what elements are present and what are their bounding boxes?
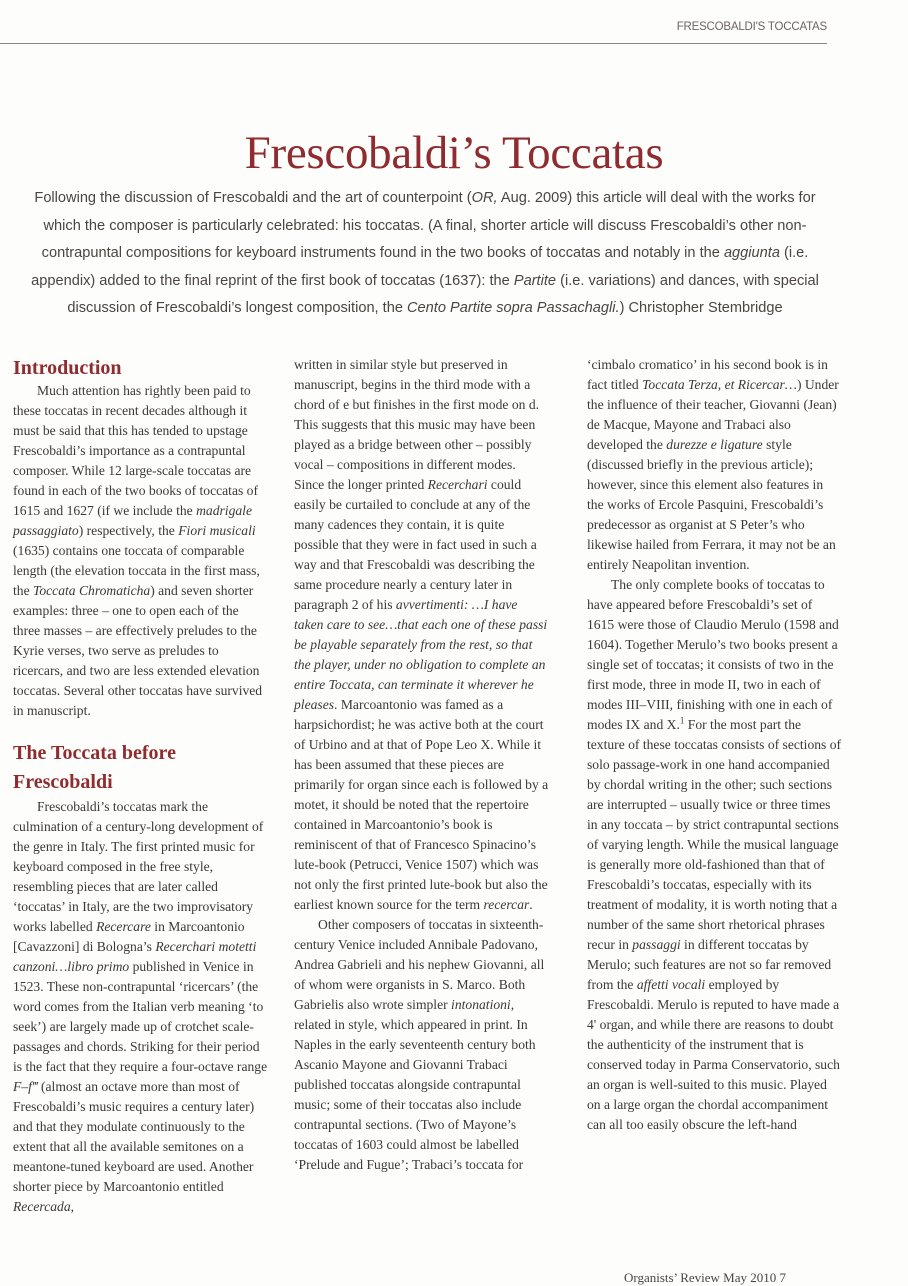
body-text: style (discussed briefly in the previous article); however, since this element also features in the works of Ercole Pasquini, Frescobaldi’s predecessor as organist at S Peter’s who likewise hailed from Ferrara, it may not be an entirely Neapolitan invention. [587,437,836,572]
header-rule [0,43,827,44]
standfirst-text: Following the discussion of Frescobaldi and the art of counterpoint ( [34,190,472,206]
paragraph-introduction [13,381,268,721]
standfirst-em: aggiunta [723,245,780,261]
footnote-ref: 1 [679,715,685,726]
body-text: in Marcoantonio [Cavazzoni] di Bologna’s [13,919,245,954]
standfirst-text: Aug. 2009) this article will deal with the works for which the composer is particularly celebrated: his toccatas. (A final, shorter article will discuss Frescobaldi’s other non-contrapuntal compositions for keyboard instruments found in the two books of toccatas and notably in the [41,190,816,261]
standfirst-text: (i.e. appendix) added to the final reprint of the first book of toccatas (1637): the [31,245,809,289]
body-text: (almost an octave more than most of Frescobaldi’s music requires a century later) and that they modulate continuously to the extent that all the available semitones on a meantone-tuned keyboard are used. Another shorter piece by Marcoantonio entitled [13,1079,255,1194]
section-heading-toccata-before: The Toccata before Frescobaldi [13,742,176,793]
standfirst-text: (i.e. variations) and dances, with special discussion of Frescobaldi’s longest composition, the [67,272,819,316]
body-text: ‘cimbalo cromatico’ in his second book is in fact titled [587,357,828,392]
standfirst-byline: ) Christopher Stembridge [619,300,783,316]
italic-text: affetti vocali [636,977,706,992]
page-footer: Organists’ Review May 2010 7 [624,1270,786,1285]
standfirst-em: Cento Partite sopra Passachagli. [407,300,620,316]
italic-text: madrigale passaggiato [13,503,252,538]
italic-text: Recerchari motetti canzoni…libro primo [13,939,257,974]
body-text: , [70,1199,75,1214]
standfirst-em: Partite [513,272,557,289]
body-text: , related in style, which appeared in print. In Naples in the early seventeenth century both Ascanio Mayone and Giovanni Trabaci published toccatas alongside contrapuntal music; some of their toccatas also include contrapuntal sections. (Two of Mayone’s toccatas of 1603 could almost be labelled ‘Prelude and Fugue’; Trabaci’s toccata for [294,997,536,1172]
body-text: . [529,897,533,912]
paragraph-continued [294,355,549,915]
italic-text: F–f‴ [13,1079,38,1094]
body-text: ) respectively, the [78,523,179,538]
italic-text: Fiori musicali [178,523,256,538]
standfirst [14,185,836,323]
italic-text: intonationi [451,997,511,1012]
paragraph-other-composers [294,915,549,1175]
section-heading-introduction: Introduction [13,357,122,379]
italic-text: Recercada [13,1199,71,1214]
italic-text: recercar [483,897,530,912]
italic-text: avvertimenti: …I have taken care to see…that each one of these passi be playable separately from the rest, so that the player, under no obligation to complete an entire Toccata, can terminate it wherever he pleases [294,597,548,712]
standfirst-em: OR, [471,190,498,206]
paragraph-continued [587,355,842,575]
body-text: Frescobaldi’s toccatas mark the culmination of a century-long development of the genre in Italy. The first printed music for keyboard composed in the free style, resembling pieces that are later called ‘toccatas’ in Italy, are the two improvisatory works labelled [13,799,264,934]
paragraph-merulo [587,575,842,1135]
body-text: written in similar style but preserved in manuscript, begins in the third mode with a chord of e but finishes in the first mode on d. This suggests that this music may have been played as a bridge between other – possibly vocal – compositions in different modes. Since the longer printed [294,357,540,492]
body-text: (1635) contains one toccata of comparable length (the elevation toccata in the first mass, the [13,543,260,598]
italic-text: Toccata Chromaticha [33,583,151,598]
body-text: Other composers of toccatas in sixteenth-century Venice included Annibale Padovano, Andrea Gabrieli and his nephew Giovanni, all of whom were organists in S. Marco. Both Gabrielis also wrote simpler [294,917,545,1012]
article-title: Frescobaldi’s Toccatas [244,127,664,179]
italic-text: Recerchari [427,477,488,492]
body-text: ) Under the influence of their teacher, Giovanni (Jean) de Macque, Mayone and Trabaci also developed the [587,377,839,452]
italic-text: Toccata Terza, et Ricercar… [642,377,797,392]
body-text: ) and seven shorter examples: three – one to open each of the three masses – are effectively preludes to the Kyrie verses, two serve as preludes to ricercars, and two are less extended elevation toccatas. Several other toccatas have survived in manuscript. [13,583,263,718]
italic-text: Recercare [96,919,151,934]
body-text: published in Venice in 1523. These non-contrapuntal ‘ricercars’ (the word comes from the Italian verb meaning ‘to seek’) are largely made up of crotchet scale-passages and chords. Striking for their period is the fact that they require a four-octave range [13,959,268,1074]
column-2 [294,355,549,1175]
column-3 [587,355,842,1135]
column-1 [13,355,268,1217]
italic-text: passaggi [632,937,681,952]
body-text: employed by Frescobaldi. Merulo is reputed to have made a 4' organ, and while there are reasons to doubt the authenticity of the instrument that is conserved today in Parma Conservatorio, such an organ is well-suited to this music. Played on a large organ the chordal accompaniment can all too easily obscure the left-hand [587,977,840,1132]
body-text: The only complete books of toccatas to have appeared before Frescobaldi’s set of 1615 were those of Claudio Merulo (1598 and 1604). Together Merulo’s two books present a single set of toccatas; it consists of two in the first mode, three in mode II, two in each of modes III–VIII, finishing with one in each of modes IX and X. [587,577,839,732]
body-text: For the most part the texture of these toccatas consists of sections of solo passage-work in one hand accompanied by chordal writing in the other; such sections are interrupted – usually twice or three times in any toccata – by strict contrapuntal sections of varying length. While the musical language is generally more old-fashioned than that of Frescobaldi’s toccatas, especially with its treatment of modality, it is worth noting that a number of the same short rhetorical phrases recur in [587,717,842,952]
italic-text: durezze e ligature [666,437,763,452]
body-text: Much attention has rightly been paid to these toccatas in recent decades although it must be said that this has tended to upstage Frescobaldi’s importance as a contrapuntal composer. While 12 large-scale toccatas are found in each of the two books of toccatas of 1615 and 1627 (if we include the [13,383,258,518]
body-text: could easily be curtailed to conclude at any of the many cadences they contain, it is quite possible that they were in fact used in such a way and that Frescobaldi was describing the same procedure nearly a century later in paragraph 2 of his [294,477,537,612]
paragraph-toccata-before [13,797,268,1217]
body-text: . Marcoantonio was famed as a harpsichordist; he was active both at the court of Urbino and at that of Pope Leo X. While it has been assumed that these pieces are primarily for organ since each is followed by a motet, it should be noted that the repertoire contained in Marcoantonio’s book is reminiscent of that of Francesco Spinacino’s lute-book (Petrucci, Venice 1507) which was not only the first printed lute-book but also the earliest known source for the term [294,697,549,912]
body-text: in different toccatas by Merulo; such features are not so far removed from the [587,937,832,992]
running-head: FRESCOBALDI'S TOCCATAS [676,21,827,33]
